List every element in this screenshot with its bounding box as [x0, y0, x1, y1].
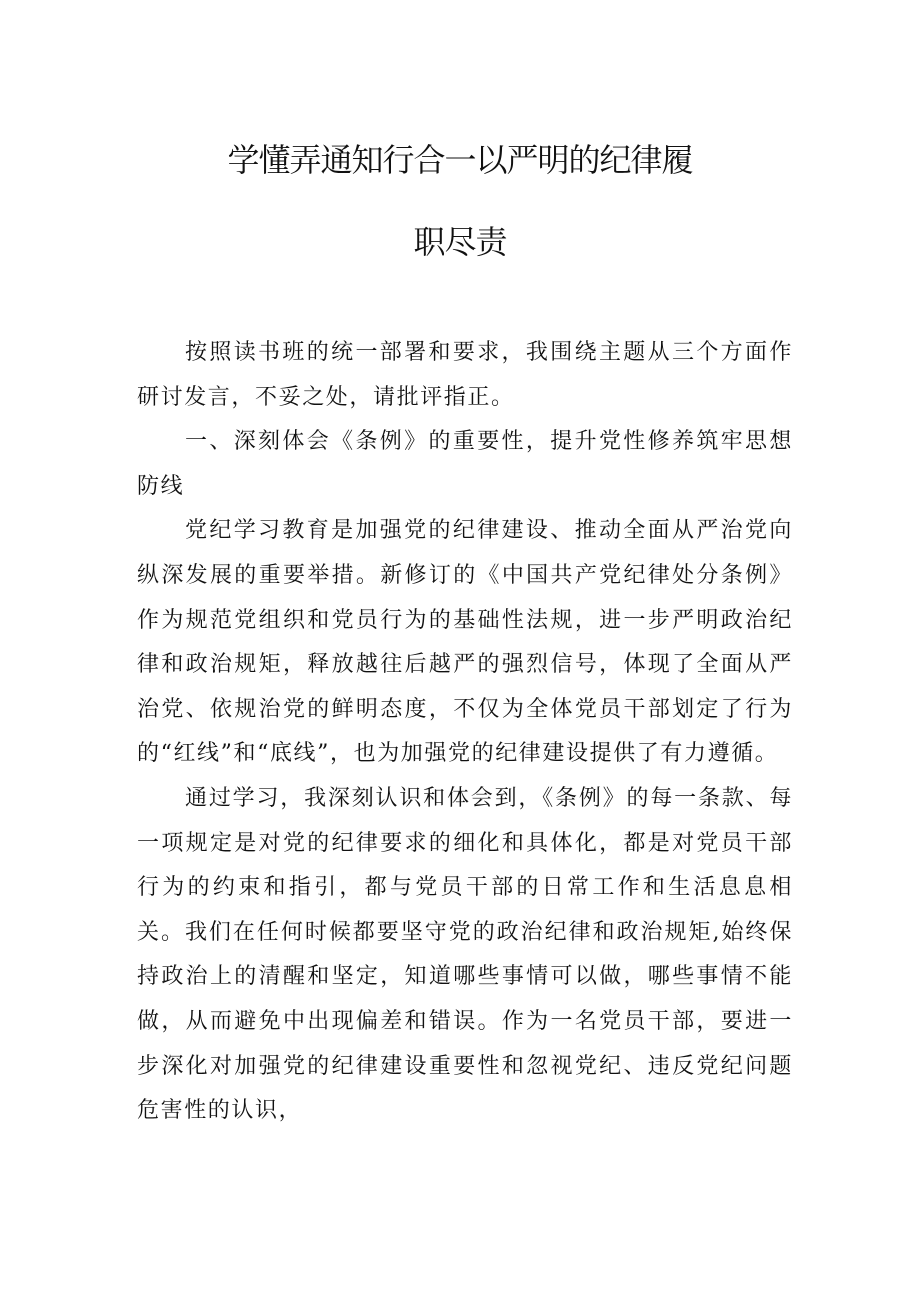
section-heading-1: 一、深刻体会《条例》的重要性，提升党性修养筑牢思想防线 — [137, 429, 793, 499]
document-body — [137, 331, 793, 1134]
document-title-line-1: 学懂弄通知行合一以严明的纪律履 — [227, 141, 693, 179]
paragraph-discipline-education: 党纪学习教育是加强党的纪律建设、推动全面从严治党向纵深发展的重要举措。新修订的《中国共产党纪律处分条例》作为规范党组织和党员行为的基础性法规，进一步严明政治纪律和政治规矩，释放越往后越严的强烈信号，体现了全面从严治党、依规治党的鲜明态度，不仅为全体党员干部划定了行为的“红线”和“底线”，也为加强党的纪律建设提供了有力遵循。 — [137, 518, 793, 767]
document-title-line-2: 职尽责 — [413, 223, 507, 261]
paragraph-intro: 按照读书班的统一部署和要求，我围绕主题从三个方面作研讨发言，不妥之处，请批评指正。 — [137, 340, 793, 410]
paragraph-learning-reflection: 通过学习，我深刻认识和体会到，《条例》的每一条款、每一项规定是对党的纪律要求的细化和具体化，都是对党员干部行为的约束和指引，都与党员干部的日常工作和生活息息相关。我们在任何时候都要坚守党的政治纪律和政治规矩,始终保持政治上的清醒和坚定，知道哪些事情可以做，哪些事情不能做，从而避免中出现偏差和错误。作为一名党员干部，要进一步深化对加强党的纪律建设重要性和忽视党纪、违反党纪问题危害性的认识， — [137, 785, 793, 1124]
